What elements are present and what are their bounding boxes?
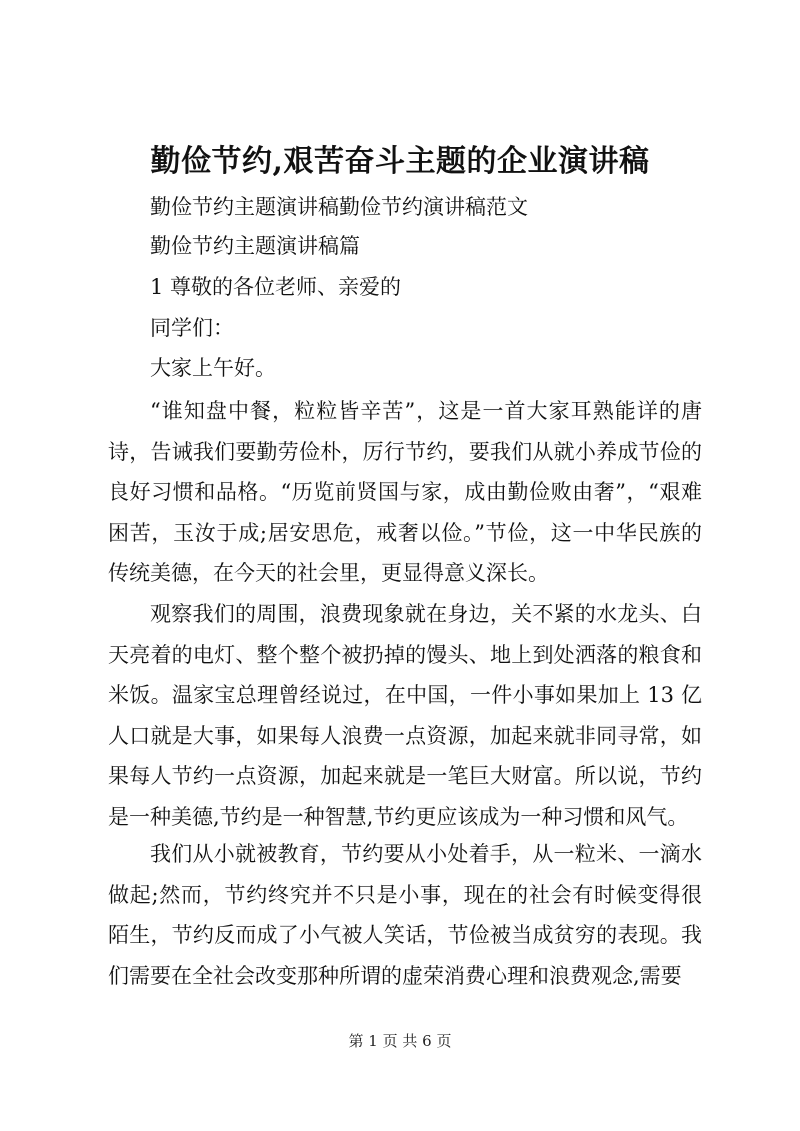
intro-line-subtitle: 勤俭节约主题演讲稿勤俭节约演讲稿范文 [150,195,528,219]
paragraph-1: “谁知盘中餐，粒粒皆辛苦”，这是一首大家耳熟能详的唐诗，告诫我们要勤劳俭朴，厉行节约，要我们从就小养成节俭的良好习惯和品格。“历览前贤国与家，成由勤俭败由奢”，“艰难困苦，玉汝于成;居安思危，戒奢以俭。”节俭，这一中华民族的传统美德，在今天的社会里，更显得意义深长。 [108,399,702,585]
intro-line-salutation: 1 尊敬的各位老师、亲爱的 [150,275,402,299]
intro-line-section: 勤俭节约主题演讲稿篇 [150,234,360,258]
page-footer: 第 1 页 共 6 页 [348,1032,452,1050]
document-title: 勤俭节约,艰苦奋斗主题的企业演讲稿 [150,144,650,179]
paragraph-3: 我们从小就被教育，节约要从小处着手，从一粒米、一滴水做起;然而，节约终究并不只是小事，现在的社会有时候变得很陌生，节约反而成了小气被人笑话，节俭被当成贫穷的表现。我们需要在全社会改变那种所谓的虚荣消费心理和浪费观念,需要 [108,842,702,988]
intro-line-students: 同学们： [150,316,234,340]
paragraph-2: 观察我们的周围，浪费现象就在身边，关不紧的水龙头、白天亮着的电灯、整个整个被扔掉的馒头、地上到处洒落的粮食和米饭。温家宝总理曾经说过，在中国，一件小事如果加上 13 亿人口就是大事，如果每人浪费一点资源，加起来就非同寻常，如果每人节约一点资源，加起来就是一笔巨大财富。所以说，节约是一种美德,节约是一种智慧,节约更应该成为一种习惯和风气。 [108,602,702,829]
intro-line-greeting: 大家上午好。 [150,356,276,380]
